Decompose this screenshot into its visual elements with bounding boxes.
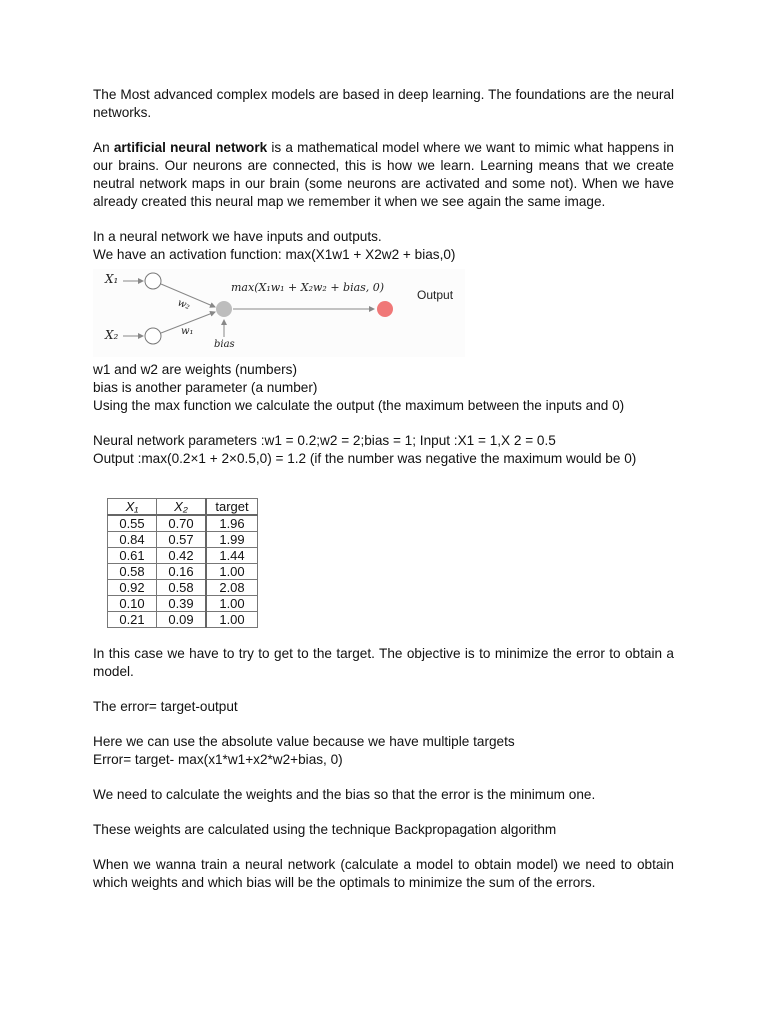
- cell-x2: 0.39: [157, 596, 207, 612]
- params-line: Neural network parameters :w1 = 0.2;w2 = 2;bias = 1; Input :X1 = 1,X 2 = 0.5: [93, 433, 556, 448]
- cell-target: 1.44: [206, 548, 258, 564]
- cell-target: 1.99: [206, 532, 258, 548]
- document-body: [93, 86, 674, 892]
- table-row: [108, 612, 258, 628]
- output-line: Output :max(0.2×1 + 2×0.5,0) = 1.2 (if the number was negative the maximum would be 0): [93, 451, 637, 466]
- activation-line: We have an activation function: max(X1w1 + X2w2 + bias,0): [93, 247, 456, 262]
- w1-label: w₁: [181, 326, 194, 337]
- formula-label: max(X₁w₁ + X₂w₂ + bias, 0): [231, 281, 385, 294]
- table-row: [108, 596, 258, 612]
- data-table: [107, 498, 258, 628]
- abs-line: Here we can use the absolute value because we have multiple targets: [93, 734, 515, 749]
- table-row: [108, 515, 258, 532]
- neuron-diagram-svg: [93, 269, 465, 357]
- cell-target: 1.00: [206, 612, 258, 628]
- x1-label: X₁: [105, 272, 119, 286]
- cell-target: 1.96: [206, 515, 258, 532]
- bias-line: bias is another parameter (a number): [93, 380, 318, 395]
- output-node: [377, 301, 393, 317]
- table-row: [108, 580, 258, 596]
- input-node-x1: [145, 273, 161, 289]
- table-row: [108, 548, 258, 564]
- cell-x1: 0.55: [108, 515, 157, 532]
- cell-x2: 0.70: [157, 515, 207, 532]
- header-x2: X₂: [157, 499, 207, 516]
- cell-x1: 0.61: [108, 548, 157, 564]
- max-line: Using the max function we calculate the output (the maximum between the inputs and 0): [93, 398, 625, 413]
- bias-label: bias: [214, 339, 235, 350]
- cell-x2: 0.16: [157, 564, 207, 580]
- cell-x1: 0.84: [108, 532, 157, 548]
- ann-paragraph: [93, 139, 674, 211]
- error-line: The error= target-output: [93, 699, 238, 714]
- min-line: We need to calculate the weights and the bias so that the error is the minimum one.: [93, 787, 596, 802]
- cell-x1: 0.92: [108, 580, 157, 596]
- cell-x1: 0.10: [108, 596, 157, 612]
- table-header-row: [108, 499, 258, 516]
- cell-target: 1.00: [206, 596, 258, 612]
- cell-x1: 0.58: [108, 564, 157, 580]
- header-target: target: [206, 499, 258, 516]
- w2-label: w₂: [175, 297, 192, 313]
- table-row: [108, 564, 258, 580]
- cell-x2: 0.58: [157, 580, 207, 596]
- weights-line: w1 and w2 are weights (numbers): [93, 362, 297, 377]
- x2-label: X₂: [105, 328, 119, 342]
- cell-target: 1.00: [206, 564, 258, 580]
- io-line: In a neural network we have inputs and outputs.: [93, 229, 382, 244]
- header-x1: X₁: [108, 499, 157, 516]
- ann-term: artificial neural network: [113, 140, 268, 155]
- cell-x2: 0.09: [157, 612, 207, 628]
- table-row: [108, 532, 258, 548]
- intro-paragraph: The Most advanced complex models are based in deep learning. The foundations are the neural networks.: [93, 87, 674, 120]
- data-table-wrapper: [107, 498, 674, 628]
- output-label: Output: [417, 288, 454, 302]
- cell-target: 2.08: [206, 580, 258, 596]
- error-formula-line: Error= target- max(x1*w1+x2*w2+bias, 0): [93, 752, 343, 767]
- cell-x1: 0.21: [108, 612, 157, 628]
- backprop-line: These weights are calculated using the technique Backpropagation algorithm: [93, 822, 557, 837]
- neuron-diagram: [93, 269, 465, 357]
- input-node-x2: [145, 328, 161, 344]
- cell-x2: 0.57: [157, 532, 207, 548]
- ann-prefix: An: [93, 140, 114, 155]
- train-paragraph: When we wanna train a neural network (calculate a model to obtain model) we need to obtain which weights and which bias will be the optimals to minimize the sum of the errors.: [93, 857, 674, 890]
- cell-x2: 0.42: [157, 548, 207, 564]
- ann-rest: is a mathematical model where we want to mimic what happens in our brains. Our neurons are connected, this is how we learn. Learning means that we create neutral network maps in our brain (some neurons are activated and some not). When we have already created this neural map we remember it when we see again the same image.: [93, 140, 674, 209]
- hidden-node: [216, 301, 232, 317]
- target-paragraph: In this case we have to try to get to the target. The objective is to minimize the error to obtain a model.: [93, 646, 674, 679]
